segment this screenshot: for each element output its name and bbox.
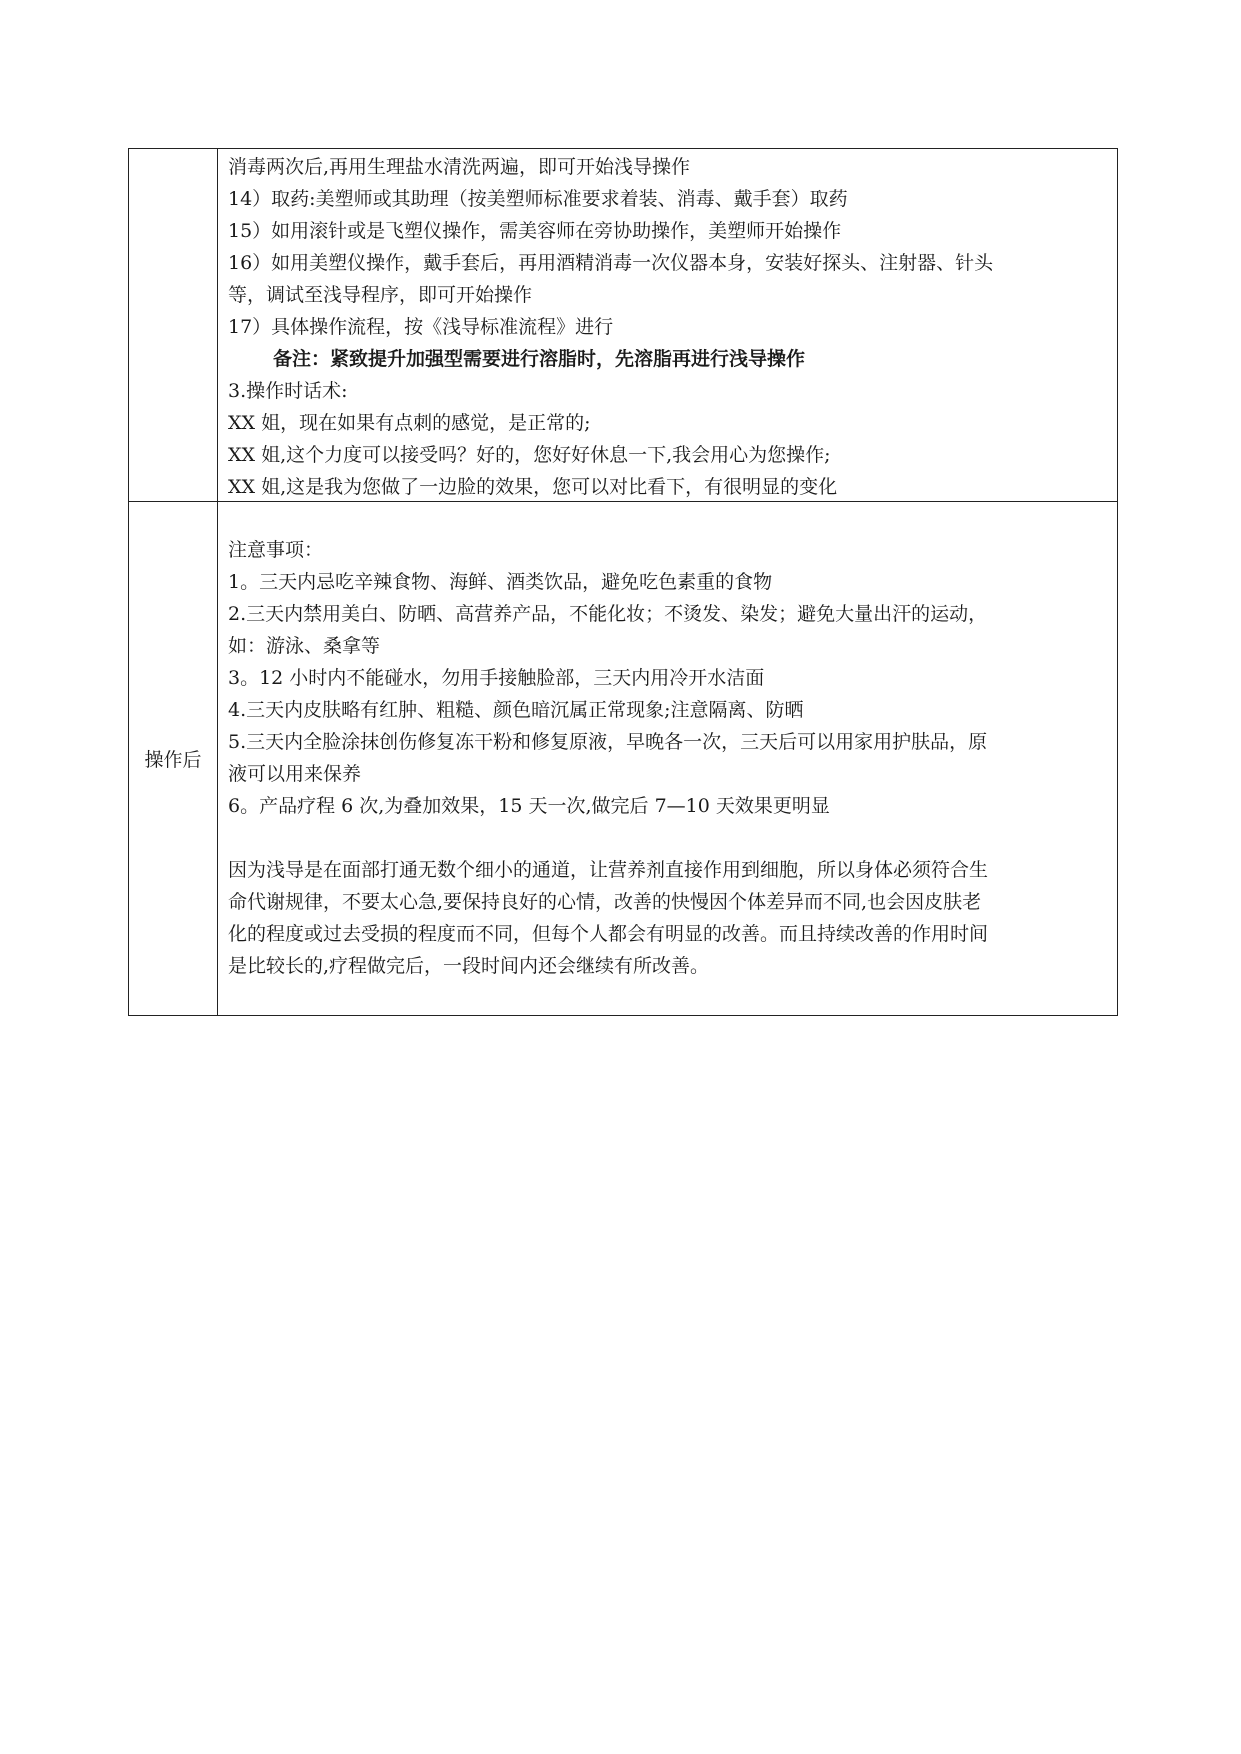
script-line: XX 姐,这个力度可以接受吗？好的，您好好休息一下,我会用心为您操作; [228, 444, 831, 466]
paragraph-spacer [228, 822, 1109, 854]
step-line: 17）具体操作流程，按《浅导标准流程》进行 [228, 316, 614, 338]
paragraph-line: 是比较长的,疗程做完后，一段时间内还会继续有所改善。 [228, 955, 710, 977]
notice-item: 1。三天内忌吃辛辣食物、海鲜、酒类饮品，避免吃色素重的食物 [228, 571, 773, 593]
notice-item: 6。产品疗程 6 次,为叠加效果，15 天一次,做完后 7—10 天效果更明显 [228, 795, 830, 817]
notice-item: 5.三天内全脸涂抹创伤修复冻干粉和修复原液，早晚各一次，三天后可以用家用护肤品，原 [228, 731, 988, 753]
table-row-during [129, 149, 1118, 502]
notice-item: 3。12 小时内不能碰水，勿用手接触脸部，三天内用冷开水洁面 [228, 667, 765, 689]
procedure-table [128, 148, 1118, 1016]
step-line: 15）如用滚针或是飞塑仪操作，需美容师在旁协助操作，美塑师开始操作 [228, 220, 842, 242]
content-cell-during [218, 149, 1118, 502]
table-row-after [129, 502, 1118, 1016]
row-label-after: 操作后 [129, 502, 218, 1016]
notice-item: 2.三天内禁用美白、防晒、高营养产品，不能化妆；不烫发、染发；避免大量出汗的运动， [228, 603, 988, 625]
step-line: 消毒两次后,再用生理盐水清洗两遍，即可开始浅导操作 [228, 156, 691, 178]
content-cell-after [218, 502, 1118, 1016]
script-line: XX 姐,这是我为您做了一边脸的效果，您可以对比看下，有很明显的变化 [228, 476, 838, 498]
script-title: 3.操作时话术: [228, 380, 348, 402]
notice-title: 注意事项： [228, 539, 324, 561]
step-line: 等，调试至浅导程序，即可开始操作 [228, 284, 533, 306]
notice-item: 4.三天内皮肤略有红肿、粗糙、颜色暗沉属正常现象;注意隔离、防晒 [228, 699, 804, 721]
notice-item: 液可以用来保养 [228, 763, 362, 785]
note-line: 备注：紧致提升加强型需要进行溶脂时，先溶脂再进行浅导操作 [273, 348, 806, 370]
row-label-empty [129, 149, 218, 502]
script-line: XX 姐，现在如果有点刺的感觉，是正常的; [228, 412, 591, 434]
notice-item: 如：游泳、桑拿等 [228, 635, 381, 657]
paragraph-line: 因为浅导是在面部打通无数个细小的通道，让营养剂直接作用到细胞，所以身体必须符合生 [228, 859, 989, 881]
paragraph-line: 命代谢规律，不要太心急,要保持良好的心情，改善的快慢因个体差异而不同,也会因皮肤老 [228, 891, 982, 913]
step-line: 16）如用美塑仪操作，戴手套后，再用酒精消毒一次仪器本身，安装好探头、注射器、针头 [228, 252, 994, 274]
paragraph-line: 化的程度或过去受损的程度而不同，但每个人都会有明显的改善。而且持续改善的作用时间 [228, 923, 989, 945]
step-line: 14）取药:美塑师或其助理（按美塑师标准要求着装、消毒、戴手套）取药 [228, 188, 848, 210]
